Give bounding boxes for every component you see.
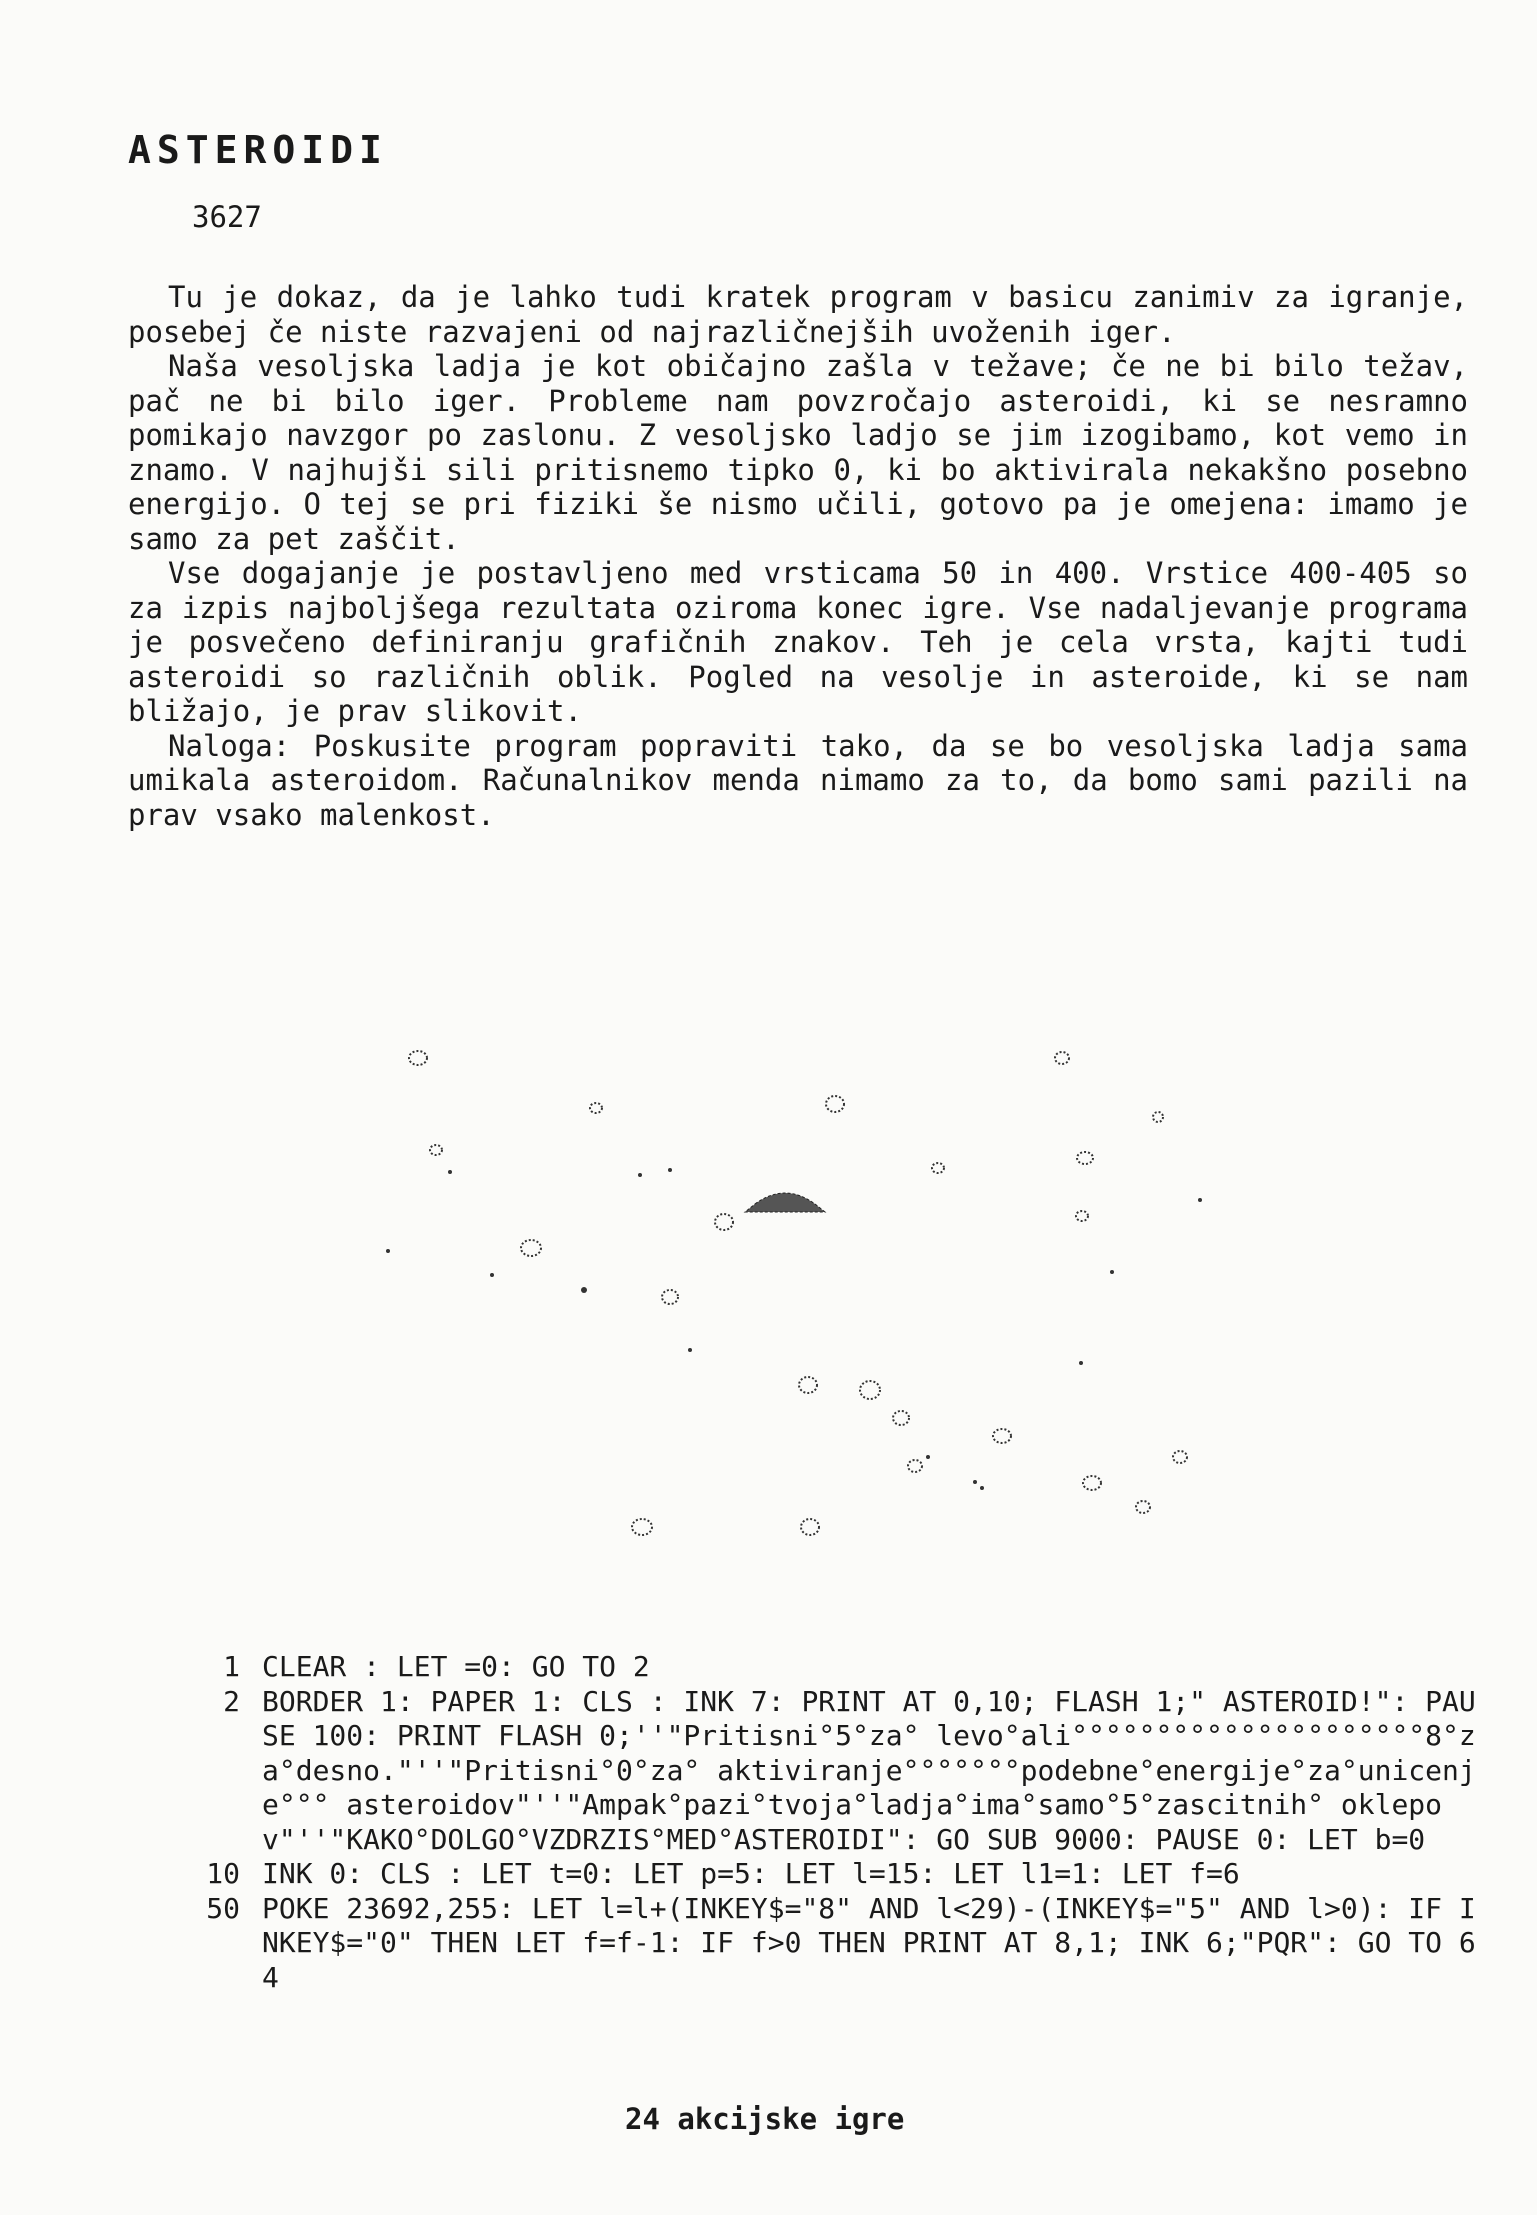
listing-line [180, 1650, 1480, 1685]
paragraph: Tu je dokaz, da je lahko tudi kratek program v basicu zanimiv za igranje, posebej če niste razvajeni od najrazličnejših uvoženih iger. [128, 280, 1468, 349]
asteroid [1153, 1112, 1163, 1122]
line-code: CLEAR : LET =0: GO TO 2 [262, 1650, 650, 1683]
asteroid [993, 1429, 1011, 1443]
line-number: 10 [206, 1857, 240, 1890]
asteroid [632, 1519, 652, 1535]
listing-line [180, 1892, 1480, 1996]
asteroid [430, 1145, 442, 1155]
asteroid [801, 1519, 819, 1535]
listing-line [180, 1857, 1480, 1892]
paragraph: Naša vesoljska ladja je kot običajno zašla v težave; če ne bi bilo težav, pač ne bi bilo iger. Probleme nam povzročajo asteroidi, ki se nesramno pomikajo navzgor po zaslonu. Z vesoljsko ladjo se jim izogibamo, kot vemo in znamo. V najhujši sili pritisnemo tipko 0, ki bo aktivirala nekakšno posebno energijo. O tej se pri fiziki še nismo učili, gotovo pa je omejena: imamo je samo za pet zaščit. [128, 349, 1468, 556]
paragraph: Vse dogajanje je postavljeno med vrsticama 50 in 400. Vrstice 400-405 so za izpis najboljšega rezultata oziroma konec igre. Vse nadaljevanje programa je posvečeno definiranju grafičnih znakov. Teh je cela vrsta, kajti tudi asteroidi so različnih oblik. Pogled na vesolje in asteroide, ki se nam bližajo, je prav slikovit. [128, 556, 1468, 728]
asteroid [1083, 1476, 1101, 1490]
listing-line [180, 1685, 1480, 1858]
asteroid [409, 1051, 427, 1065]
asteroid [932, 1163, 944, 1173]
line-code: INK 0: CLS : LET t=0: LET p=5: LET l=15: LET l1=1: LET f=6 [262, 1857, 1240, 1890]
program-code: 3627 [192, 200, 262, 234]
asteroid [521, 1240, 541, 1256]
paragraph: Naloga: Poskusite program popraviti tako, da se bo vesoljska ladja sama umikala asteroidom. Računalnikov menda nimamo za to, da bomo sami pazili na prav vsako malenkost. [128, 728, 1468, 832]
asteroid [1076, 1211, 1088, 1221]
line-number: 1 [223, 1650, 240, 1683]
asteroid [1173, 1451, 1187, 1463]
asteroid [893, 1411, 909, 1425]
line-code: BORDER 1: PAPER 1: CLS : INK 7: PRINT AT 0,10; FLASH 1;" ASTEROID!": PAUSE 100: PRINT FLASH 0;''"Pritisni°5°za° levo°ali°°°°°°°°°°°°°°°°°°°°°8°za°desno."''"Pritisni°0°za° aktiviranje°°°°°°°podebne°energije°za°unicenje°°° asteroidov"''"Ampak°pazi°tvoja°ladja°ima°samo°5°zascitnih° oklepov"''"KAKO°DOLGO°VZDRZIS°MED°ASTEROIDI": GO SUB 9000: PAUSE 0: LET b=0 [262, 1684, 1476, 1856]
basic-listing [180, 1650, 1480, 1995]
line-number: 2 [223, 1684, 240, 1718]
asteroid [860, 1381, 880, 1399]
line-code: POKE 23692,255: LET l=l+(INKEY$="8" AND l<29)-(INKEY$="5" AND l>0): IF INKEY$="0" THEN LET f=f-1: IF f>0 THEN PRINT AT 8,1; INK 6;"PQR": GO TO 64 [262, 1891, 1476, 1994]
asteroid [908, 1460, 922, 1472]
asteroid [1136, 1501, 1150, 1513]
asteroid [826, 1096, 844, 1112]
article-title: ASTEROIDI [128, 128, 388, 172]
asteroid [799, 1377, 817, 1393]
asteroid [1055, 1052, 1069, 1064]
page-footer: 24 akcijske igre [625, 2102, 905, 2136]
line-number: 50 [206, 1891, 240, 1925]
asteroid [662, 1290, 678, 1304]
asteroid [590, 1103, 602, 1113]
spaceship [745, 1193, 825, 1212]
asteroid [1077, 1152, 1093, 1164]
asteroid [715, 1214, 733, 1230]
